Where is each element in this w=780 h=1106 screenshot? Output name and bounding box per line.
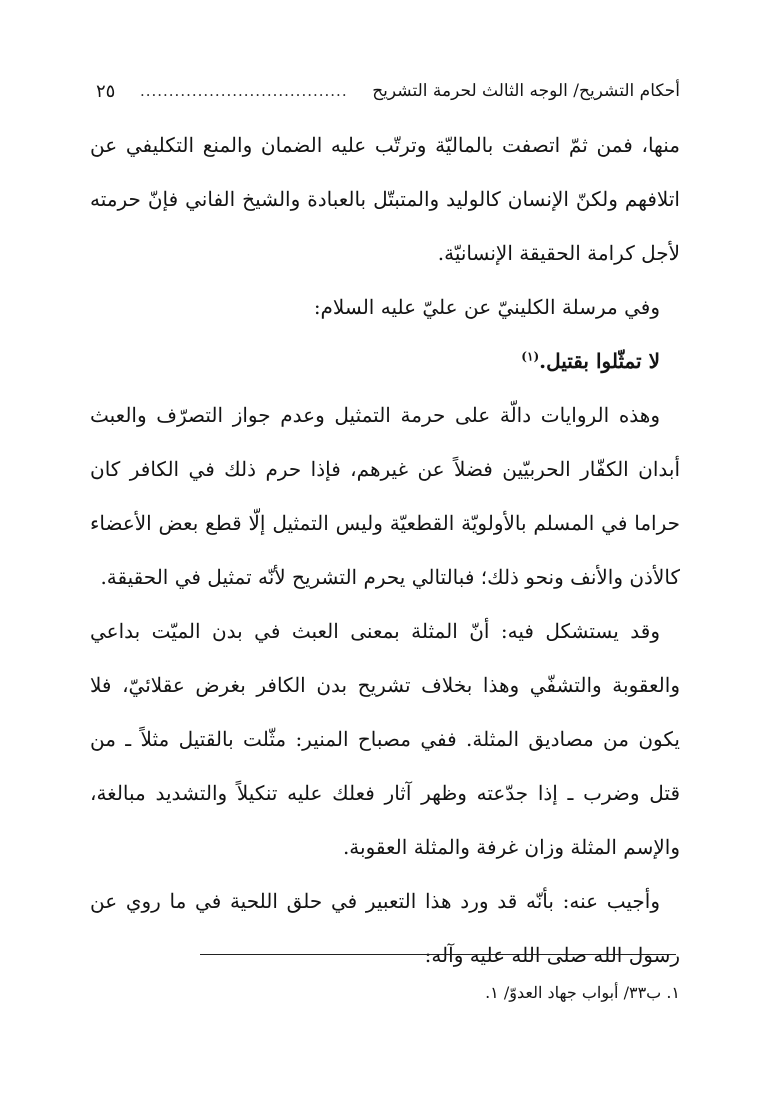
text-line-content: اتلافهم ولكنّ الإنسان كالوليد والمتبتّل بالعبادة والشيخ الفاني فإنّ حرمته <box>90 187 680 211</box>
text-line <box>90 766 680 820</box>
text-line <box>90 334 680 388</box>
text-line-content: يكون من مصاديق المثلة. ففي مصباح المنير: مثّلت بالقتيل مثلاً ـ من <box>90 727 680 751</box>
text-line <box>90 604 680 658</box>
text-line <box>90 118 680 172</box>
text-line-content: لا تمثّلوا بقتيل. <box>539 349 660 373</box>
text-line-content: والعقوبة والتشفّي وهذا بخلاف تشريح بدن الكافر بغرض عقلائيّ، فلا <box>90 673 680 697</box>
text-line-content: وقد يستشكل فيه: أنّ المثلة بمعنى العبث في بدن الميّت بداعي <box>90 619 660 643</box>
text-line-content: حراما في المسلم بالأولويّة القطعيّة وليس التمثيل إلّا قطع بعض الأعضاء <box>90 511 680 535</box>
text-line-content: منها، فمن ثمّ اتصفت بالماليّة وترتّب عليه الضمان والمنع التكليفي عن <box>90 133 680 157</box>
text-line <box>90 658 680 712</box>
text-line <box>90 388 680 442</box>
text-line-content: وهذه الروايات دالّة على حرمة التمثيل وعدم جواز التصرّف والعبث <box>90 403 660 427</box>
text-line-content: وأجيب عنه: بأنّه قد ورد هذا التعبير في حلق اللحية في ما روي عن <box>90 889 660 913</box>
text-line <box>90 712 680 766</box>
page-number: ٢٥ <box>96 80 116 102</box>
body-text <box>90 118 680 982</box>
text-line <box>90 226 680 280</box>
header-leader-dots: .................................... <box>139 82 348 100</box>
text-line <box>90 442 680 496</box>
footnote-marker: (١) <box>521 349 540 364</box>
text-line-content: والإسم المثلة وزان غرفة والمثلة العقوبة. <box>342 835 680 859</box>
running-header <box>96 74 680 108</box>
text-line-content: رسول الله صلى الله عليه وآله: <box>424 943 680 967</box>
text-line-content: قتل وضرب ـ إذا جدّعته وظهر آثار فعلك عليه تنكيلاً والتشديد مبالغة، <box>90 781 680 805</box>
text-line-content: كالأذن والأنف ونحو ذلك؛ فبالتالي يحرم التشريح لأنّه تمثيل في الحقيقة. <box>100 565 680 589</box>
text-line-content: وفي مرسلة الكلينيّ عن عليّ عليه السلام: <box>313 295 660 319</box>
text-line <box>90 172 680 226</box>
text-line <box>90 928 680 982</box>
text-line <box>90 874 680 928</box>
text-line-content: لأجل كرامة الحقيقة الإنسانيّة. <box>437 241 680 265</box>
text-line-content: أبدان الكفّار الحربيّين فضلاً عن غيرهم، فإذا حرم ذلك في الكافر كان <box>90 457 680 481</box>
header-title: أحكام التشريح/ الوجه الثالث لحرمة التشريح <box>372 81 680 101</box>
text-line <box>90 280 680 334</box>
text-line <box>90 550 680 604</box>
footnote-separator <box>200 954 676 955</box>
text-line <box>90 820 680 874</box>
text-line <box>90 496 680 550</box>
footnote: ١. ب٣٣/ أبواب جهاد العدوّ/ ١. <box>485 983 680 1002</box>
